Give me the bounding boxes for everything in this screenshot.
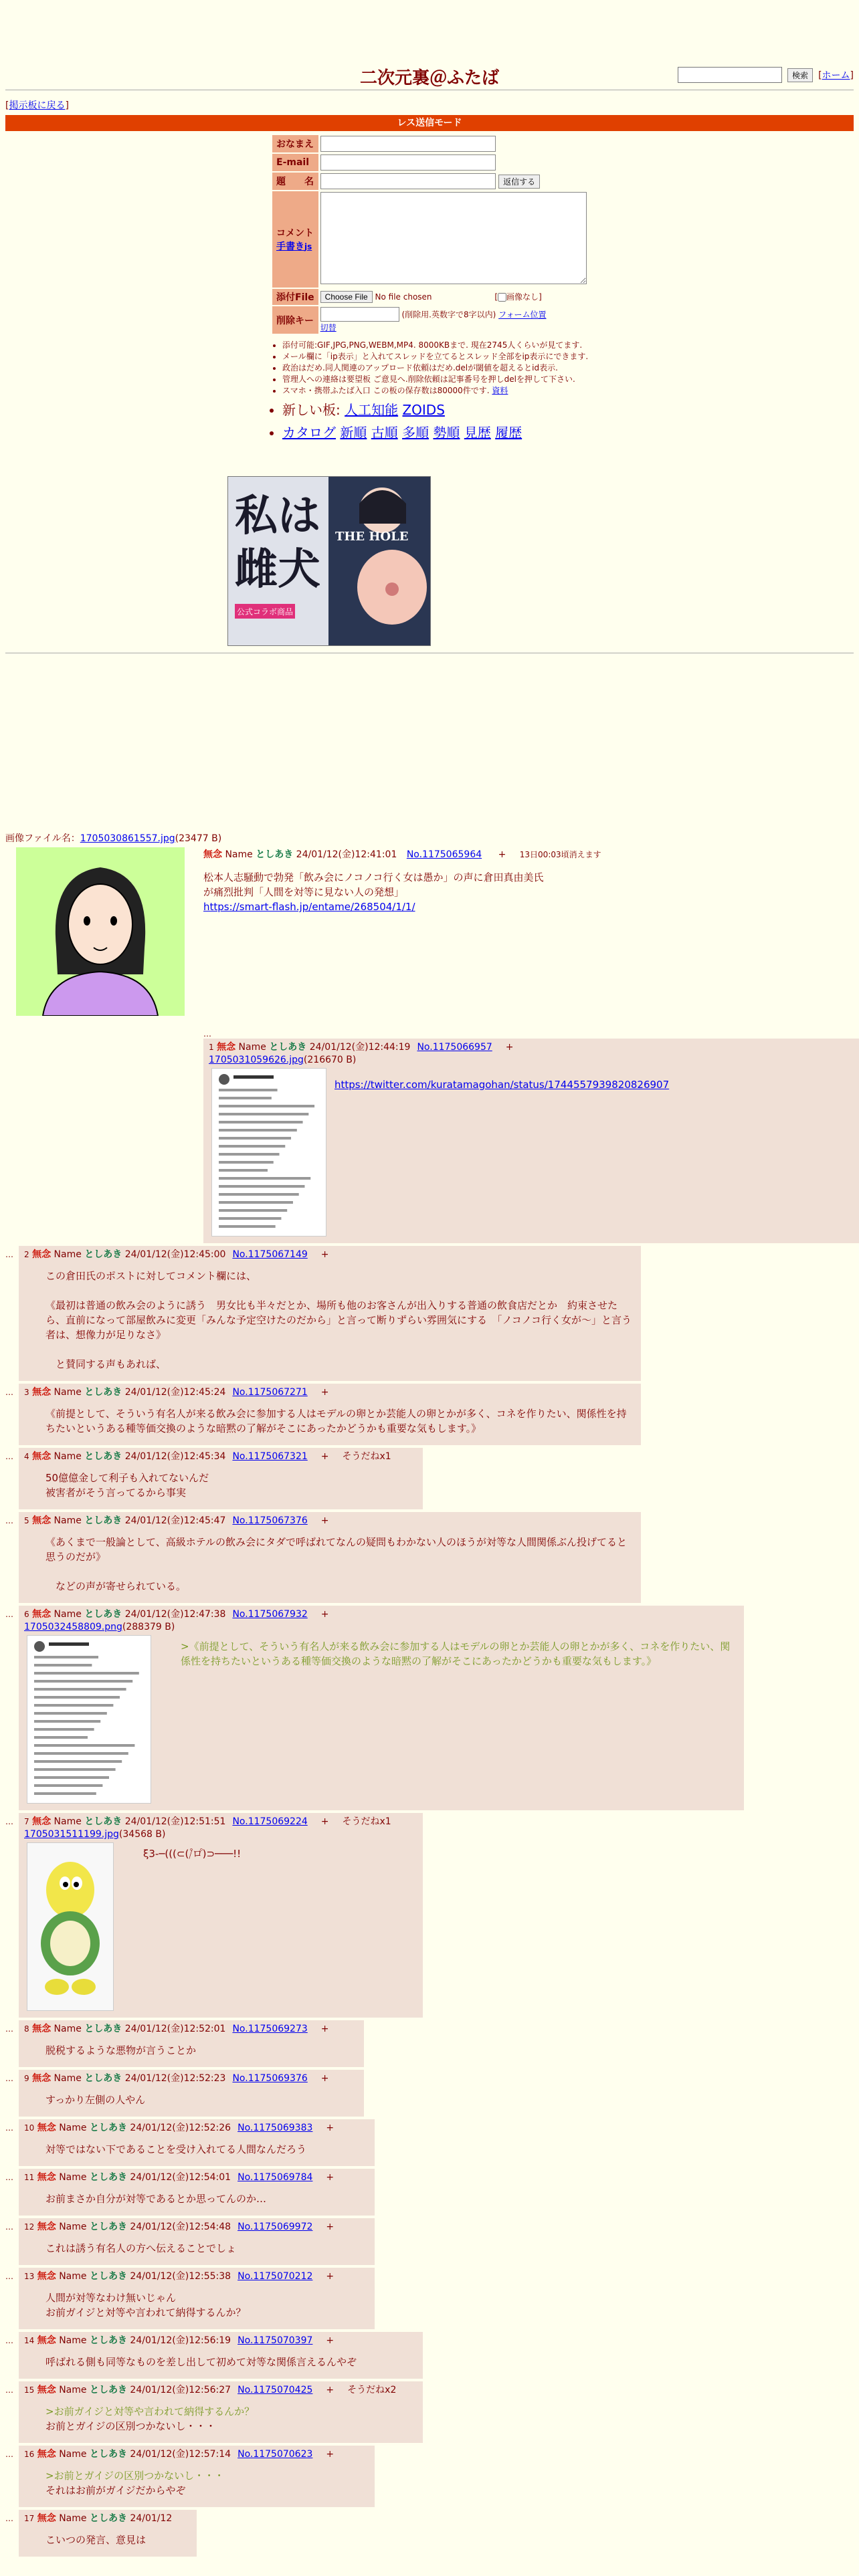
reply-plus-button[interactable]: + bbox=[320, 2024, 329, 2034]
reply-body-text bbox=[45, 2355, 417, 2369]
reply-post: … 11 無念 Name としあき 24/01/12(金)12:54:01 No.1175069784 + お前まさか自分が対等であるとか思ってんのか… bbox=[5, 2169, 854, 2216]
reply-date: 24/01/12(金)12:56:19 bbox=[130, 2335, 231, 2346]
reply-date: 24/01/12(金)12:55:38 bbox=[130, 2271, 231, 2282]
reply-index: 1 bbox=[209, 1043, 214, 1052]
body-line: 《最初は普通の飲み会のように誘う 男女比も半々だとか、場所も他のお客さんが出入りする普通の飲食店だとか 約束させたら、直前になって部屋飲みに変更「みんな予定空けたのだから」と言って断りずらい雰囲気にする 「ノコノコ行く女が～」と言う者は、想像力が足りなさ》 bbox=[45, 1299, 632, 1341]
reply-header: 2 無念 Name としあき 24/01/12(金)12:45:00 No.1175067149 + bbox=[24, 1249, 329, 1260]
reply-header: 6 無念 Name としあき 24/01/12(金)12:47:38 No.1175067932 + bbox=[24, 1609, 329, 1620]
reply-post-number[interactable]: No.1175067271 bbox=[232, 1387, 308, 1398]
svg-text:公式コラボ商品: 公式コラボ商品 bbox=[236, 607, 294, 617]
banner-ad[interactable] bbox=[227, 476, 431, 646]
reply-date: 24/01/12(金)12:45:47 bbox=[124, 1515, 226, 1526]
reply-date: 24/01/12(金)12:45:24 bbox=[124, 1387, 226, 1398]
svg-text:雌犬: 雌犬 bbox=[235, 544, 320, 595]
board-zoids-link[interactable]: ZOIDS bbox=[402, 402, 445, 418]
reply-header: 17 無念 Name としあき 24/01/12 bbox=[24, 2513, 173, 2524]
op-thumbnail[interactable] bbox=[16, 847, 185, 1016]
reply-body-text bbox=[45, 2533, 191, 2547]
reply-post: … 2 無念 Name としあき 24/01/12(金)12:45:00 No.1175067149 + この倉田氏のポストに対してコメント欄には、 《最初は普通の飲み会のように誘う 男女比も半々だとか、場所も他のお客さんが出入りする普通の飲食店だとか 約束させたら、直前になって部屋飲みに変更「みんな予定空けたのだから」と言って断りずらい雰囲気にする 「ノコノコ行く女が～」と言う者は、想像力が足りなさ》 と賛同する声もあれば、 bbox=[5, 1246, 854, 1381]
body-line: お前ガイジと対等や言われて納得するんか？ bbox=[45, 2306, 246, 2319]
reply-index: 10 bbox=[24, 2123, 35, 2133]
reply-date: 24/01/12(金)12:54:48 bbox=[130, 2222, 231, 2232]
body-line: 《前提として、そういう有名人が来る飲み会に参加する人はモデルの卵とか芸能人の卵とかが多く、コネを作りたい、関係性を持ちたいというある種等価交換のような暗黙の了解がそこにあったかどうかも重要な気もします。》 bbox=[45, 1408, 627, 1434]
reply-file-link[interactable]: 1705031059626.jpg bbox=[209, 1055, 304, 1065]
reply-body-text bbox=[45, 2241, 369, 2256]
reply-plus-button[interactable]: + bbox=[326, 2123, 335, 2133]
reply-date: 24/01/12(金)12:52:01 bbox=[124, 2024, 226, 2034]
body-line: と賛同する声もあれば、 bbox=[45, 1358, 167, 1370]
op-plus-button[interactable]: + bbox=[498, 849, 506, 860]
reply-plus-button[interactable]: + bbox=[326, 2271, 335, 2282]
reply-box bbox=[19, 1512, 641, 1603]
reply-index: 2 bbox=[24, 1250, 29, 1259]
reply-post: … 3 無念 Name としあき 24/01/12(金)12:45:24 No.1175067271 + 《前提として、そういう有名人が来る飲み会に参加する人はモデルの卵とか芸能人の卵とかが多く、コネを作りたい、関係性を持ちたいというある種等価交換のような暗黙の了解がそこにあったかどうかも重要な気もします。》 bbox=[5, 1384, 854, 1445]
no-file-text: No file chosen bbox=[375, 292, 432, 302]
name-input[interactable] bbox=[320, 136, 496, 152]
file-label: 画像ファイル名： bbox=[5, 833, 80, 844]
note-item: • 添付可能:GIF,JPG,PNG,WEBM,MP4. 8000KBまで. 現在2745人くらいが見てます. bbox=[282, 340, 609, 351]
header-search: 検索 [ホーム] bbox=[678, 67, 854, 83]
site-title: 二次元裏＠ふたば bbox=[359, 68, 499, 88]
board-notes bbox=[274, 340, 609, 442]
body-line: こいつの発言、意見は bbox=[45, 2534, 147, 2546]
reply-header: 14 無念 Name としあき 24/01/12(金)12:56:19 No.1175070397 + bbox=[24, 2335, 335, 2346]
reply-index: 15 bbox=[24, 2385, 35, 2395]
reply-post-number[interactable]: No.1175070623 bbox=[237, 2449, 313, 2460]
reply-date: 24/01/12(金)12:45:00 bbox=[124, 1249, 226, 1260]
reply-plus-button[interactable]: + bbox=[320, 1387, 329, 1398]
reply-index: 3 bbox=[24, 1388, 29, 1397]
reply-plus-button[interactable]: + bbox=[320, 1249, 329, 1260]
comment-label: コメント bbox=[276, 228, 314, 239]
ad-link[interactable]: 資料 bbox=[492, 386, 508, 395]
reply-post-number[interactable]: No.1175067149 bbox=[232, 1249, 308, 1260]
body-line: お前とガイジの区別つかないし・・・ bbox=[45, 2420, 216, 2432]
reply-plus-button[interactable]: + bbox=[320, 1515, 329, 1526]
reply-list bbox=[5, 1025, 854, 2557]
reply-header: 9 無念 Name としあき 24/01/12(金)12:52:23 No.1175069376 + bbox=[24, 2073, 329, 2084]
reply-header: 13 無念 Name としあき 24/01/12(金)12:55:38 No.1175070212 + bbox=[24, 2271, 335, 2282]
handwrite-link[interactable]: 手書きjs bbox=[276, 241, 312, 252]
no-image-checkbox[interactable] bbox=[498, 293, 506, 302]
reply-header: 7 無念 Name としあき 24/01/12(金)12:51:51 No.1175069224 + そうだねx1 bbox=[24, 1816, 391, 1827]
body-line: 人間が対等なわけ無いじゃん bbox=[45, 2292, 177, 2304]
reply-post: … 4 無念 Name としあき 24/01/12(金)12:45:34 No.1175067321 + そうだねx1 50億億金して利子も入れてないんだ 被害者がそう言ってるから事実 bbox=[5, 1448, 854, 1509]
op-body-text: 松本人志騒動で勃発「飲み会にノコノコ行く女は愚か」の声に倉田真由美氏 が痛烈批判「人間を対等に見ない人の発想」 https://smart-flash.jp/entame/268504/1/1/ bbox=[203, 871, 544, 913]
reply-file-link[interactable]: 1705032458809.png bbox=[24, 1622, 122, 1632]
reply-post: … 1 無念 Name としあき 24/01/12(金)12:44:19 No.1175066957 + 1705031059626.jpg(216670 B) https://twitter.com/kuratamagohan/status/1744557939820826907 bbox=[203, 1025, 854, 1243]
reply-post-number[interactable]: No.1175069224 bbox=[232, 1816, 308, 1827]
reply-plus-button[interactable]: + bbox=[326, 2449, 335, 2460]
op-body-link[interactable]: https://smart-flash.jp/entame/268504/1/1/ bbox=[203, 901, 415, 913]
sodane-button[interactable]: そうだねx1 bbox=[342, 1451, 391, 1462]
body-line bbox=[45, 1564, 636, 1579]
body-line: 呼ばれる側も同等なものを差し出して初めて対等な関係言えるんやぞ bbox=[45, 2356, 357, 2368]
reply-post-number[interactable]: No.1175070397 bbox=[237, 2335, 313, 2346]
form-position-link[interactable]: フォーム位置 bbox=[498, 310, 547, 320]
body-line: これは誘う有名人の方へ伝えることでしょ bbox=[45, 2242, 237, 2254]
body-line: 被害者がそう言ってるから事実 bbox=[45, 1487, 187, 1499]
switch-link[interactable]: 切替 bbox=[320, 323, 337, 332]
reply-post: … 15 無念 Name としあき 24/01/12(金)12:56:27 No.1175070425 + そうだねx2 >お前ガイジと対等や言われて納得するんか？ お前とガイジの区別つかないし・・・ bbox=[5, 2381, 854, 2443]
home-link[interactable]: ホーム bbox=[822, 70, 850, 81]
reply-date: 24/01/12(金)12:56:27 bbox=[130, 2385, 231, 2395]
reply-body-text bbox=[45, 1269, 636, 1372]
reply-plus-button[interactable]: + bbox=[326, 2385, 335, 2395]
new-boards: • 新しい板: 人工知能 ZOIDS bbox=[282, 401, 609, 419]
sodane-button[interactable]: そうだねx2 bbox=[347, 2385, 397, 2395]
reply-box bbox=[19, 1246, 641, 1381]
reply-date: 24/01/12(金)12:52:23 bbox=[124, 2073, 226, 2084]
banner-ad-image bbox=[228, 477, 430, 645]
comment-textarea[interactable] bbox=[320, 192, 587, 284]
reply-date: 24/01/12(金)12:57:14 bbox=[130, 2449, 231, 2460]
reply-body-text bbox=[45, 2468, 369, 2498]
search-input[interactable] bbox=[678, 67, 782, 83]
reply-post: … 16 無念 Name としあき 24/01/12(金)12:57:14 No.1175070623 + >お前とガイジの区別つかないし・・・ それはお前がガイジだからやぞ bbox=[5, 2446, 854, 2507]
reply-box bbox=[19, 2218, 375, 2265]
note-item: • メール欄に「ip表示」と入れてスレッドを立てるとスレッド全部をip表示にできます. bbox=[282, 351, 609, 362]
reply-box bbox=[19, 2446, 375, 2507]
reply-post: … 6 無念 Name としあき 24/01/12(金)12:47:38 No.1175067932 + 1705032458809.png(288379 B) >《前提として、そういう有名人が来る飲み会に参加する人はモデルの卵とか芸能人の卵とかが多く、コネを作りたい、関係性を持ちたいというある種等価交換のような暗黙の了解がそこにあったかどうかも重要な気もします。》 bbox=[5, 1606, 854, 1810]
note-item: • 政治はだめ.同人関連のアップロード依頼はだめ.delが閾値を超えるとid表示. bbox=[282, 362, 609, 374]
svg-text:THE HOLE: THE HOLE bbox=[335, 530, 409, 544]
reply-thumbnail[interactable] bbox=[211, 1068, 326, 1237]
reply-index: 11 bbox=[24, 2173, 35, 2182]
reply-post: … 12 無念 Name としあき 24/01/12(金)12:54:48 No.1175069972 + これは誘う有名人の方へ伝えることでしょ bbox=[5, 2218, 854, 2265]
subject-label: 題 名 bbox=[272, 173, 318, 190]
reply-body-text bbox=[45, 2191, 369, 2206]
reply-post-number[interactable]: No.1175069383 bbox=[237, 2123, 313, 2133]
sort-old-link[interactable]: 古順 bbox=[371, 425, 398, 441]
reply-date: 24/01/12(金)12:47:38 bbox=[124, 1609, 226, 1620]
reply-date: 24/01/12(金)12:52:26 bbox=[130, 2123, 231, 2133]
reply-box bbox=[19, 2169, 375, 2216]
body-line: 脱税するような悪物が言うことか bbox=[45, 2044, 197, 2056]
reply-post: … 9 無念 Name としあき 24/01/12(金)12:52:23 No.1175069376 + すっかり左側の人やん bbox=[5, 2070, 854, 2117]
reply-post-number[interactable]: No.1175069972 bbox=[237, 2222, 313, 2232]
body-line: 《あくまで一般論として、高級ホテルの飲み会にタダで呼ばれてなんの疑問もわかない人のほうが対等な人間関係ぶん投げてると思うのだが》 bbox=[45, 1536, 627, 1563]
reply-index: 16 bbox=[24, 2450, 35, 2459]
reply-thumbnail[interactable] bbox=[27, 1635, 151, 1804]
sort-history-link[interactable]: 履歴 bbox=[495, 425, 522, 441]
catalog-link[interactable]: カタログ bbox=[282, 425, 336, 441]
op-file-link[interactable]: 1705030861557.jpg bbox=[80, 833, 175, 844]
reply-post: … 5 無念 Name としあき 24/01/12(金)12:45:47 No.1175067376 + 《あくまで一般論として、高級ホテルの飲み会にタダで呼ばれてなんの疑問もわかない人のほうが対等な人間関係ぶん投げてると思うのだが》 などの声が寄せられている。 bbox=[5, 1512, 854, 1603]
reply-post-number[interactable]: No.1175069376 bbox=[232, 2073, 308, 2084]
body-line bbox=[45, 1342, 636, 1357]
quote-line: >《前提として、そういう有名人が来る飲み会に参加する人はモデルの卵とか芸能人の卵とかが多く、コネを作りたい、関係性を持ちたいというある種等価交換のような暗黙の了解がそこにあったかどうかも重要な気もします。》 bbox=[181, 1640, 731, 1667]
delkey-note: (削除用.英数字で8字以内) bbox=[401, 310, 496, 320]
reply-body-text bbox=[45, 1471, 417, 1500]
choose-file-button[interactable]: Choose File bbox=[320, 291, 373, 303]
body-line bbox=[45, 1283, 636, 1298]
reply-body-text bbox=[45, 1535, 636, 1594]
reply-plus-button[interactable]: + bbox=[320, 1451, 329, 1462]
reply-mode-bar: レス送信モード bbox=[5, 115, 854, 131]
reply-box bbox=[19, 1384, 641, 1445]
reply-post-number[interactable]: No.1175067932 bbox=[232, 1609, 308, 1620]
reply-index: 5 bbox=[24, 1516, 29, 1525]
submit-reply-button[interactable]: 返信する bbox=[498, 175, 540, 189]
catalog-links bbox=[282, 423, 609, 442]
reply-index: 12 bbox=[24, 2222, 35, 2232]
delkey-input[interactable] bbox=[320, 307, 399, 322]
reply-post-number[interactable]: No.1175070212 bbox=[237, 2271, 313, 2282]
body-line: お前まさか自分が対等であるとか思ってんのか… bbox=[45, 2193, 267, 2205]
body-line: などの声が寄せられている。 bbox=[45, 1580, 187, 1592]
reply-index: 4 bbox=[24, 1452, 29, 1461]
name-label: おなまえ bbox=[272, 135, 318, 152]
post-form: おなまえ E-mail 題 名 返信する コメント 手書きjs 添付File Choose File No file chosen [ 画像なし] 削除キー (削除用.英数字で8字以内) フォーム位置 切替 bbox=[271, 134, 589, 335]
reply-post: … 8 無念 Name としあき 24/01/12(金)12:52:01 No.1175069273 + 脱税するような悪物が言うことか bbox=[5, 2020, 854, 2067]
reply-header: 1 無念 Name としあき 24/01/12(金)12:44:19 No.1175066957 + bbox=[209, 1042, 514, 1053]
subject-input[interactable] bbox=[320, 173, 496, 189]
reply-plus-button[interactable]: + bbox=[326, 2222, 335, 2232]
expire-text: 13日00:03頃消えます bbox=[519, 850, 601, 859]
reply-box bbox=[19, 2268, 375, 2329]
sort-many-link[interactable]: 多順 bbox=[402, 425, 430, 441]
reply-header: 5 無念 Name としあき 24/01/12(金)12:45:47 No.1175067376 + bbox=[24, 1515, 329, 1526]
reply-box bbox=[19, 2070, 364, 2117]
reply-plus-button[interactable]: + bbox=[320, 1609, 329, 1620]
reply-box: 7 無念 Name としあき 24/01/12(金)12:51:51 No.1175069224 + そうだねx1 1705031511199.jpg(34568 B) ξ3-─(((⊂(/゚ロ゚)⊃───!! bbox=[19, 1813, 423, 2018]
reply-date: 24/01/12(金)12:54:01 bbox=[130, 2172, 231, 2183]
no-image-label: 画像なし bbox=[506, 292, 539, 302]
reply-post-number[interactable]: No.1175067321 bbox=[232, 1451, 308, 1462]
reply-date: 24/01/12 bbox=[130, 2513, 173, 2524]
reply-thumbnail[interactable] bbox=[27, 1842, 114, 2011]
reply-box bbox=[19, 2381, 423, 2443]
body-line: 対等ではない下であることを受け入れてる人間なんだろう bbox=[45, 2143, 307, 2155]
reply-body-text bbox=[45, 2043, 359, 2058]
reply-index: 13 bbox=[24, 2272, 35, 2281]
reply-header: 12 無念 Name としあき 24/01/12(金)12:54:48 No.1175069972 + bbox=[24, 2222, 335, 2232]
reply-plus-button[interactable]: + bbox=[326, 2335, 335, 2346]
board-ai-link[interactable]: 人工知能 bbox=[345, 402, 399, 418]
reply-box bbox=[19, 2332, 423, 2379]
reply-file-link[interactable]: 1705031511199.jpg bbox=[24, 1829, 119, 1840]
reply-post: … 14 無念 Name としあき 24/01/12(金)12:56:19 No.1175070397 + 呼ばれる側も同等なものを差し出して初めて対等な関係言えるんやぞ bbox=[5, 2332, 854, 2379]
svg-text:私は: 私は bbox=[235, 491, 320, 541]
reply-box bbox=[19, 2119, 375, 2166]
reply-plus-button[interactable]: + bbox=[320, 2073, 329, 2084]
file-label: 添付File bbox=[272, 289, 318, 305]
quote-line: >お前とガイジの区別つかないし・・・ bbox=[45, 2470, 225, 2482]
quote-line: >お前ガイジと対等や言われて納得するんか？ bbox=[45, 2405, 255, 2418]
body-line: 50億億金して利子も入れてないんだ bbox=[45, 1472, 209, 1484]
sort-power-link[interactable]: 勢順 bbox=[433, 425, 460, 441]
reply-post-number[interactable]: No.1175066957 bbox=[417, 1042, 492, 1053]
reply-index: 17 bbox=[24, 2514, 35, 2523]
email-label: E-mail bbox=[272, 154, 318, 171]
reply-post: … 13 無念 Name としあき 24/01/12(金)12:55:38 No.1175070212 + 人間が対等なわけ無いじゃん お前ガイジと対等や言われて納得するんか？ bbox=[5, 2268, 854, 2329]
reply-date: 24/01/12(金)12:45:34 bbox=[124, 1451, 226, 1462]
sort-seen-link[interactable]: 見歴 bbox=[464, 425, 491, 441]
reply-header: 10 無念 Name としあき 24/01/12(金)12:52:26 No.1175069383 + bbox=[24, 2123, 335, 2133]
reply-plus-button[interactable]: + bbox=[326, 2172, 335, 2183]
search-button[interactable]: 検索 bbox=[787, 68, 813, 82]
body-line: すっかり左側の人やん bbox=[45, 2094, 146, 2106]
reply-date: 24/01/12(金)12:44:19 bbox=[309, 1042, 411, 1053]
body-line: ξ3-─(((⊂(/゚ロ゚)⊃───!! bbox=[143, 1848, 242, 1860]
reply-post-number[interactable]: No.1175067376 bbox=[232, 1515, 308, 1526]
body-line: それはお前がガイジだからやぞ bbox=[45, 2484, 186, 2496]
reply-plus-button[interactable]: + bbox=[505, 1042, 514, 1053]
reply-body-text bbox=[45, 2142, 369, 2157]
reply-box bbox=[19, 2020, 364, 2067]
delkey-label: 削除キー bbox=[272, 306, 318, 334]
sort-new-link[interactable]: 新順 bbox=[340, 425, 367, 441]
reply-index: 8 bbox=[24, 2024, 29, 2034]
op-post bbox=[5, 847, 854, 1023]
email-input[interactable] bbox=[320, 154, 496, 171]
reply-box: 1 無念 Name としあき 24/01/12(金)12:44:19 No.1175066957 + 1705031059626.jpg(216670 B) https://twitter.com/kuratamagohan/status/1744557939820826907 bbox=[203, 1039, 859, 1243]
reply-header: 15 無念 Name としあき 24/01/12(金)12:56:27 No.1175070425 + そうだねx2 bbox=[24, 2385, 397, 2395]
reply-post-number[interactable]: No.1175070425 bbox=[237, 2385, 313, 2395]
reply-post-number[interactable]: No.1175069784 bbox=[237, 2172, 313, 2183]
reply-header: 16 無念 Name としあき 24/01/12(金)12:57:14 No.1175070623 + bbox=[24, 2449, 335, 2460]
reply-header: 8 無念 Name としあき 24/01/12(金)12:52:01 No.1175069273 + bbox=[24, 2024, 329, 2034]
reply-index: 14 bbox=[24, 2336, 35, 2345]
body-line: この倉田氏のポストに対してコメント欄には、 bbox=[45, 1270, 257, 1282]
reply-post-number[interactable]: No.1175069273 bbox=[232, 2024, 308, 2034]
reply-header: 3 無念 Name としあき 24/01/12(金)12:45:24 No.1175067271 + bbox=[24, 1387, 329, 1398]
note-item: • 管理人への連絡は要望板 ご意見へ.削除依頼は記事番号を押しdelを押して下さい. bbox=[282, 374, 609, 385]
op-post-number[interactable]: No.1175065964 bbox=[406, 849, 482, 860]
reply-post: … 17 無念 Name としあき 24/01/12 こいつの発言、意見は bbox=[5, 2510, 854, 2557]
reply-body-text bbox=[45, 1406, 636, 1436]
reply-box bbox=[19, 2510, 197, 2557]
reply-body-text bbox=[45, 2290, 369, 2320]
reply-body-link[interactable]: https://twitter.com/kuratamagohan/status/1744557939820826907 bbox=[335, 1079, 670, 1091]
reply-box bbox=[19, 1448, 423, 1509]
reply-index: 7 bbox=[24, 1817, 29, 1826]
reply-body-text bbox=[45, 2092, 359, 2107]
reply-box: 6 無念 Name としあき 24/01/12(金)12:47:38 No.1175067932 + 1705032458809.png(288379 B) >《前提として、そういう有名人が来る飲み会に参加する人はモデルの卵とか芸能人の卵とかが多く、コネを作りたい、関係性を持ちたいというある種等価交換のような暗黙の了解がそこにあったかどうかも重要な気もします。》 bbox=[19, 1606, 744, 1810]
reply-post: … 7 無念 Name としあき 24/01/12(金)12:51:51 No.1175069224 + そうだねx1 1705031511199.jpg(34568 B) ξ3-─(((⊂(/゚ロ゚)⊃───!! bbox=[5, 1813, 854, 2018]
reply-header: 4 無念 Name としあき 24/01/12(金)12:45:34 No.1175067321 + そうだねx1 bbox=[24, 1451, 391, 1462]
reply-date: 24/01/12(金)12:51:51 bbox=[124, 1816, 226, 1827]
reply-index: 6 bbox=[24, 1610, 29, 1619]
op-header: 無念 Name としあき 24/01/12(金)12:41:01 No.1175065964 + 13日00:03頃消えます bbox=[203, 849, 601, 860]
reply-header: 11 無念 Name としあき 24/01/12(金)12:54:01 No.1175069784 + bbox=[24, 2172, 335, 2183]
reply-plus-button[interactable]: + bbox=[320, 1816, 329, 1827]
sodane-button[interactable]: そうだねx1 bbox=[342, 1816, 391, 1827]
reply-body-text bbox=[45, 2404, 417, 2434]
reply-index: 9 bbox=[24, 2074, 29, 2083]
note-item: • スマホ・携帯ふたば入口 この板の保存数は80000件です. 資料 bbox=[282, 385, 609, 397]
back-to-board-link[interactable]: 掲示板に戻る bbox=[9, 100, 66, 111]
reply-body-text bbox=[143, 1846, 417, 1861]
reply-post: … 10 無念 Name としあき 24/01/12(金)12:52:26 No.1175069383 + 対等ではない下であることを受け入れてる人間なんだろう bbox=[5, 2119, 854, 2166]
reply-body-text bbox=[181, 1639, 739, 1669]
thread: 画像ファイル名：1705030861557.jpg(23477 B) 無念 Name としあき 24/01/12(金)12:41:01 No.1175065964 + 13日00:03頃消えます 松本人志騒動で勃発「飲み会にノコノコ行く女は愚か」の声に倉田真由美氏 が痛烈批判「人間を対等に見ない人の発想」 https://smart-flash.jp/entame/268504/1/1/ … 1 無念 Name としあき 24/01/12(金)12:44:19 No.1175066957 + 1705031059626.jpg(216670 B) https://twitter.com/kuratamagohan/status/1744557939820826907 … 2 無念 Name としあき 24/01/12(金)12:45:00 No.1175067149 + この倉田氏のポストに対してコメント欄には、 《最初は普通の飲み会のように誘う 男女比も半々だとか、場所も他のお客さんが出入りする普通の飲食店だとか 約束させたら、直前になって部屋飲みに変更「みんな予定空けたのだから」と言って断りずらい雰囲気にする 「ノコノコ行く女が～」と言う者は、想像力が足りなさ》 と賛同する声もあれば、 … 3 無念 Name としあき 24/01/12(金)12:45:24 No.1175067271 + 《前提として、そういう有名人が来る飲み会に参加する人はモデルの卵とか芸能人の卵とかが多く、コネを作りたい、関係性を持ちたいというある種等価交換のような暗黙の了解がそこにあったかどうかも重要な気もします。》 … 4 無念 Name としあき 24/01/12(金)12:45:34 No.1175067321 + そうだねx1 50億億金して利子も入れてないんだ 被害者がそう言ってるから事実 … 5 無念 Name としあき 24/01/12(金)12:45:47 No.1175067376 + 《あくまで一般論として、高級ホテルの飲み会にタダで呼ばれてなんの疑問もわかない人のほうが対等な人間関係ぶん投げてると思うのだが》 などの声が寄せられている。 … 6 無念 Name としあき 24/01/12(金)12:47:38 No.1175067932 + 1705032458809.png(288379 B) >《前提として、そういう有名人が来る飲み会に参加する人はモデルの卵とか芸能人の卵とかが多く、コネを作りたい、関係性を持ちたいというある種等価交換のような暗黙の了解がそこにあったかどうかも重要な気もします。》 … 7 無念 Name としあき 24/01/12(金)12:51:51 No.1175069224 + そうだねx1 1705031511199.jpg(34568 B) ξ3-─(((⊂(/゚ロ゚)⊃───!! … 8 無念 Name としあき 24/01/12(金)12:52:01 No.1175069273 + 脱税するような悪物が言うことか … 9 無念 Name としあき 24/01/12(金)12:52:23 No.1175069376 + すっかり左側の人やん … 10 無念 Name としあき 24/01/12(金)12:52:26 No.1175069383 + 対等ではない下であることを受け入れてる人間なんだろう … 11 無念 Name としあき 24/01/12(金)12:54:01 No.1175069784 + お前まさか自分が対等であるとか思ってんのか… … 12 無念 Name としあき 24/01/12(金)12:54:48 No.1175069972 + これは誘う有名人の方へ伝えることでしょ … 13 無念 Name としあき 24/01/12(金)12:55:38 No.1175070212 + 人間が対等なわけ無いじゃん お前ガイジと対等や言われて納得するんか？ … 14 無念 Name としあき 24/01/12(金)12:56:19 No.1175070397 + 呼ばれる側も同等なものを差し出して初めて対等な関係言えるんやぞ … 15 無念 Name としあき 24/01/12(金)12:56:27 No.1175070425 + そうだねx2 >お前ガイジと対等や言われて納得するんか？ お前とガイジの区別つかないし・・・ … 16 無念 Name としあき 24/01/12(金)12:57:14 No.1175070623 + >お前とガイジの区別つかないし・・・ それはお前がガイジだからやぞ … 17 無念 Name としあき 24/01/12 こいつの発言、意見は bbox=[5, 831, 854, 2557]
